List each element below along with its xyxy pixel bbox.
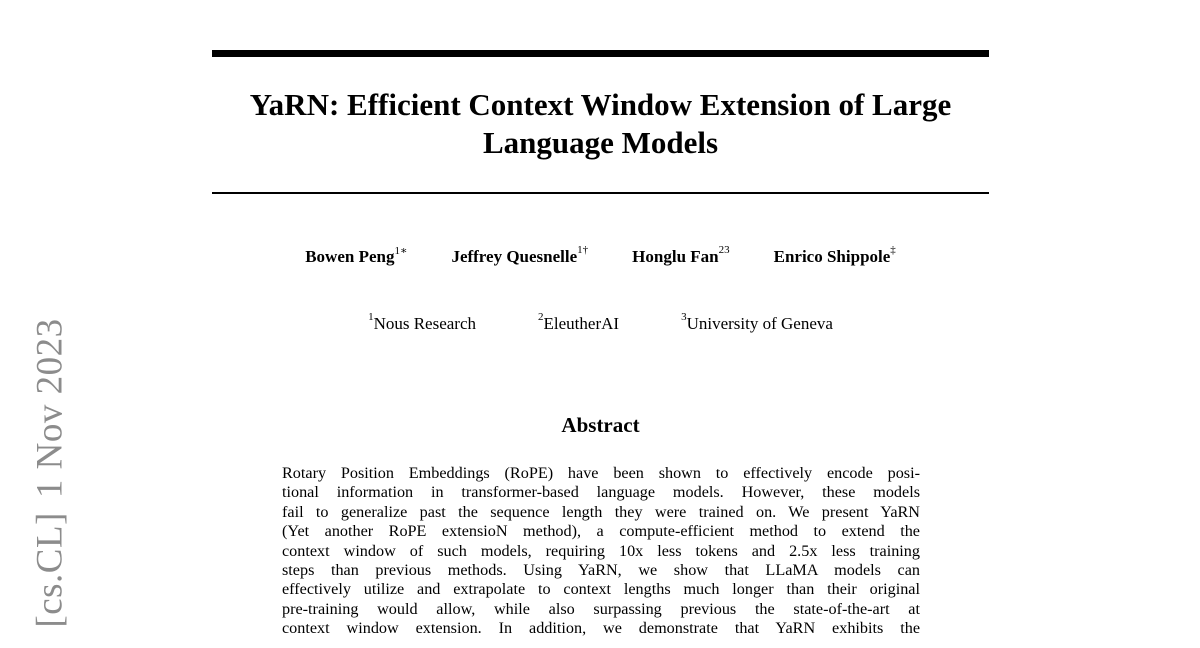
abstract-line: pre-training would allow, while also surpassing previous the state-of-the-art at	[282, 599, 920, 618]
author	[305, 247, 407, 267]
author	[632, 244, 730, 267]
author-marks: 23	[718, 244, 730, 256]
arxiv-stamp	[29, 318, 72, 627]
affiliation	[368, 311, 477, 334]
abstract-line: (Yet another RoPE extensioN method), a compute-efficient method to extend the	[282, 522, 920, 541]
author-marks: 1†	[577, 244, 589, 256]
affiliation-list	[212, 311, 989, 334]
author-name: Jeffrey Quesnelle	[451, 247, 578, 266]
title-line-1: YaRN: Efficient Context Window Extension of Large	[249, 87, 952, 122]
affiliation-mark: 2	[538, 311, 544, 323]
author	[451, 244, 589, 267]
title-line-2: Language Models	[482, 125, 719, 160]
arxiv-date: 1 Nov 2023	[29, 318, 71, 499]
title-top-rule	[212, 50, 989, 57]
abstract-line: Rotary Position Embeddings (RoPE) have been shown to effectively encode posi-	[282, 464, 920, 482]
affiliation	[681, 311, 833, 334]
affiliation-name: Nous Research	[373, 314, 477, 333]
author-name: Enrico Shippole	[773, 247, 891, 266]
abstract-line: tional information in transformer-based language models. However, these models	[282, 483, 920, 502]
author-marks: 1∗	[394, 245, 408, 257]
title-bottom-rule	[212, 192, 989, 194]
abstract-line: fail to generalize past the sequence length they were trained on. We present YaRN	[282, 502, 920, 521]
abstract-heading: Abstract	[561, 413, 640, 437]
abstract-line: context window of such models, requiring 10x less tokens and 2.5x less training	[282, 541, 920, 560]
affiliation-name: EleutherAI	[543, 314, 620, 333]
affiliation-mark: 1	[368, 311, 374, 323]
arxiv-category: [cs.CL]	[29, 512, 71, 628]
author-list	[212, 244, 989, 267]
abstract-line: context window extension. In addition, we demonstrate that YaRN exhibits the	[282, 619, 920, 638]
affiliation	[538, 311, 620, 334]
paper-title	[212, 86, 989, 162]
abstract-line: steps than previous methods. Using YaRN, we show that LLaMA models can	[282, 561, 920, 580]
author-marks: ‡	[890, 244, 896, 256]
author	[773, 244, 896, 267]
abstract-body	[282, 464, 920, 639]
author-name: Honglu Fan	[632, 247, 719, 266]
affiliation-name: University of Geneva	[686, 314, 833, 333]
abstract-line: effectively utilize and extrapolate to context lengths much longer than their original	[282, 580, 920, 599]
affiliation-mark: 3	[681, 311, 687, 323]
author-name: Bowen Peng	[305, 247, 395, 266]
